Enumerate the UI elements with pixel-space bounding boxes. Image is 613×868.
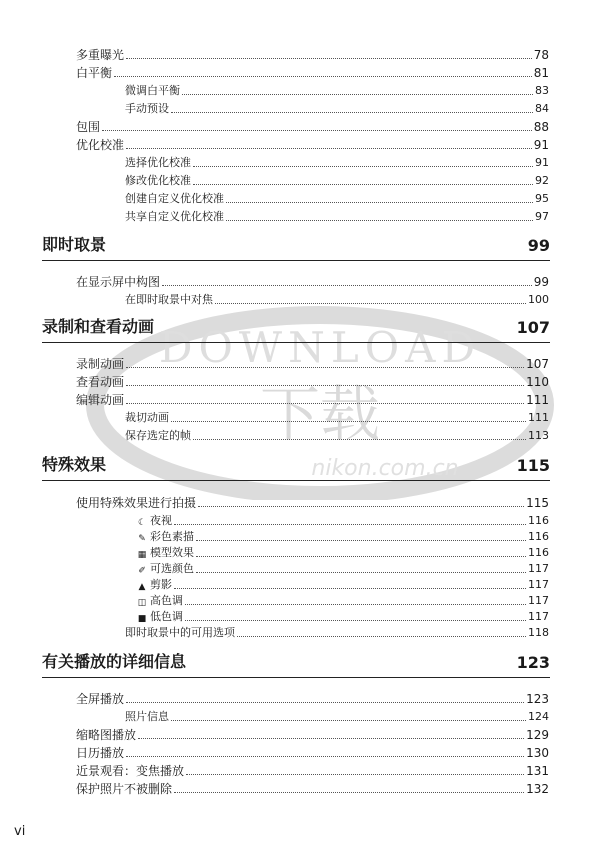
toc-entry[interactable]	[137, 528, 549, 544]
toc-entry[interactable]	[125, 82, 549, 98]
toc-entry-title: 编辑动画	[76, 393, 125, 407]
toc-entry[interactable]	[125, 624, 549, 640]
toc-entry-page: 130	[526, 746, 549, 760]
toc-entry-title: 高色调	[150, 594, 183, 607]
page-number: vi	[14, 824, 26, 839]
dot-leader	[193, 166, 533, 167]
dot-leader	[126, 702, 524, 703]
section-title: 录制和查看动画	[42, 317, 155, 336]
toc-entry-title: 在显示屏中构图	[76, 275, 161, 289]
section-page: 107	[516, 318, 550, 337]
toc-entry-title: 彩色素描	[150, 530, 194, 543]
dot-leader	[215, 303, 526, 304]
dot-leader	[102, 130, 532, 131]
toc-entry-title: 全屏播放	[76, 692, 125, 706]
toc-entry-page: 97	[535, 210, 549, 223]
silhouette-icon: ▲	[138, 582, 146, 592]
toc-entry-page: 113	[528, 429, 549, 442]
toc-entry[interactable]	[125, 708, 549, 724]
toc-entry-title: 白平衡	[76, 66, 113, 80]
dot-leader	[186, 774, 524, 775]
dot-leader	[174, 792, 524, 793]
toc-entry-title: 日历播放	[76, 746, 125, 760]
toc-entry[interactable]	[76, 273, 549, 289]
dot-leader	[126, 385, 524, 386]
toc-entry-title: 缩略图播放	[76, 728, 137, 742]
dot-leader	[196, 556, 526, 557]
toc-entry[interactable]	[137, 544, 549, 560]
toc-entry-page: 116	[528, 530, 549, 543]
toc-entry-page: 78	[533, 48, 549, 62]
toc-entry[interactable]	[137, 592, 549, 608]
toc-entry[interactable]	[125, 291, 549, 307]
toc-entry-title: 创建自定义优化校准	[125, 192, 224, 205]
toc-entry[interactable]	[137, 560, 549, 576]
high-key-icon: ◫	[137, 598, 147, 608]
toc-entry-title: 保存选定的帧	[125, 429, 191, 442]
low-key-icon: ■	[137, 614, 147, 624]
section-page: 123	[516, 653, 550, 672]
dot-leader	[114, 76, 532, 77]
night-vision-icon: ☾	[137, 518, 147, 528]
toc-entry[interactable]	[137, 608, 549, 624]
toc-entry-page: 84	[535, 102, 549, 115]
toc-entry-page: 118	[528, 626, 549, 639]
toc-entry-page: 132	[526, 782, 549, 796]
toc-entry[interactable]	[125, 190, 549, 206]
toc-entry-title: 可选颜色	[150, 562, 194, 575]
toc-entry[interactable]	[76, 726, 549, 742]
toc-entry-title: 优化校准	[76, 138, 125, 152]
dot-leader	[237, 636, 526, 637]
dot-leader	[198, 506, 524, 507]
toc-entry-page: 107	[526, 357, 549, 371]
toc-entry-page: 111	[526, 393, 549, 407]
toc-entry-page: 124	[528, 710, 549, 723]
toc-entry-title: 模型效果	[150, 546, 194, 559]
section-title: 有关播放的详细信息	[42, 652, 187, 671]
color-sketch-icon: ✎	[138, 534, 146, 544]
dot-leader	[226, 220, 533, 221]
toc-entry-page: 117	[528, 594, 549, 607]
svg-text:DOWNLOAD: DOWNLOAD	[158, 323, 482, 372]
toc-entry-title: 录制动画	[76, 357, 125, 371]
dot-leader	[126, 403, 524, 404]
toc-entry-title: 夜视	[150, 514, 172, 527]
toc-entry-page: 88	[533, 120, 549, 134]
toc-entry[interactable]	[125, 172, 549, 188]
toc-entry-page: 91	[535, 156, 549, 169]
toc-entry-page: 117	[528, 562, 549, 575]
section-heading[interactable]	[42, 651, 550, 678]
dot-leader	[182, 94, 533, 95]
toc-entry-title: 多重曝光	[76, 48, 125, 62]
toc-entry[interactable]	[76, 391, 549, 407]
dot-leader	[226, 202, 533, 203]
toc-entry[interactable]	[76, 46, 549, 62]
toc-entry[interactable]	[76, 494, 549, 510]
toc-entry-page: 117	[528, 578, 549, 591]
toc-entry-title: 微调白平衡	[125, 84, 180, 97]
toc-entry-page: 95	[535, 192, 549, 205]
toc-entry-page: 117	[528, 610, 549, 623]
toc-entry[interactable]	[125, 409, 549, 425]
dot-leader	[196, 540, 526, 541]
toc-entry[interactable]	[76, 780, 549, 796]
toc-entry-page: 99	[533, 275, 549, 289]
selective-color-icon: ✐	[138, 566, 146, 576]
toc-entry-title: 近景观看：变焦播放	[76, 764, 185, 778]
toc-entry[interactable]	[125, 154, 549, 170]
section-heading[interactable]	[42, 454, 550, 481]
toc-entry[interactable]	[137, 576, 549, 592]
dot-leader	[185, 604, 526, 605]
toc-entry-title: 选择优化校准	[125, 156, 191, 169]
dot-leader	[126, 367, 524, 368]
svg-text:nikon.com.cn: nikon.com.cn	[311, 456, 459, 481]
toc-entry[interactable]	[76, 690, 549, 706]
dot-leader	[185, 620, 526, 621]
section-heading[interactable]	[42, 316, 550, 343]
dot-leader	[171, 112, 533, 113]
toc-entry-page: 123	[526, 692, 549, 706]
toc-entry-title: 包围	[76, 120, 101, 134]
toc-entry-title: 照片信息	[125, 710, 169, 723]
dot-leader	[193, 439, 526, 440]
toc-entry[interactable]	[125, 100, 549, 116]
dot-leader	[174, 588, 526, 589]
section-page: 115	[516, 456, 550, 475]
toc-entry-title: 手动预设	[125, 102, 169, 115]
toc-entry-title: 修改优化校准	[125, 174, 191, 187]
toc-entry-page: 92	[535, 174, 549, 187]
toc-entry[interactable]	[76, 744, 549, 760]
toc-entry-page: 115	[526, 496, 549, 510]
dot-leader	[126, 756, 524, 757]
section-title: 特殊效果	[42, 455, 107, 474]
dot-leader	[162, 285, 532, 286]
toc-entry[interactable]	[125, 427, 549, 443]
dot-leader	[126, 148, 532, 149]
toc-entry[interactable]	[76, 355, 549, 371]
toc-entry[interactable]	[76, 136, 549, 152]
toc-entry-title: 使用特殊效果进行拍摄	[76, 496, 197, 510]
toc-entry-page: 129	[526, 728, 549, 742]
toc-entry-page: 116	[528, 546, 549, 559]
section-page: 99	[527, 236, 550, 255]
toc-entry[interactable]	[76, 64, 549, 80]
toc-entry-page: 81	[533, 66, 549, 80]
svg-text:下载: 下载	[260, 380, 380, 450]
toc-entry-title: 即时取景中的可用选项	[125, 626, 235, 639]
toc-entry-title: 在即时取景中对焦	[125, 293, 213, 306]
toc-entry-page: 110	[526, 375, 549, 389]
toc-entry[interactable]	[137, 512, 549, 528]
toc-entry-title: 剪影	[150, 578, 172, 591]
section-title: 即时取景	[42, 235, 107, 254]
toc-entry-page: 100	[528, 293, 549, 306]
dot-leader	[138, 738, 524, 739]
toc-entry-page: 131	[526, 764, 549, 778]
toc-entry-page: 116	[528, 514, 549, 527]
toc-entry-title: 低色调	[150, 610, 183, 623]
toc-entry[interactable]	[125, 208, 549, 224]
dot-leader	[193, 184, 533, 185]
toc-entry-page: 91	[533, 138, 549, 152]
dot-leader	[126, 58, 532, 59]
toc-entry-title: 裁切动画	[125, 411, 169, 424]
toc-entry[interactable]	[76, 762, 549, 778]
toc-entry-page: 83	[535, 84, 549, 97]
toc-entry-title: 共享自定义优化校准	[125, 210, 224, 223]
dot-leader	[196, 572, 526, 573]
toc-entry[interactable]	[76, 118, 549, 134]
dot-leader	[171, 421, 526, 422]
dot-leader	[171, 720, 526, 721]
toc-entry-title: 查看动画	[76, 375, 125, 389]
toc-entry[interactable]	[76, 373, 549, 389]
toc-entry-title: 保护照片不被删除	[76, 782, 173, 796]
dot-leader	[174, 524, 526, 525]
toc-entry-page: 111	[528, 411, 549, 424]
miniature-effect-icon: ▦	[137, 550, 147, 560]
section-heading[interactable]	[42, 234, 550, 261]
